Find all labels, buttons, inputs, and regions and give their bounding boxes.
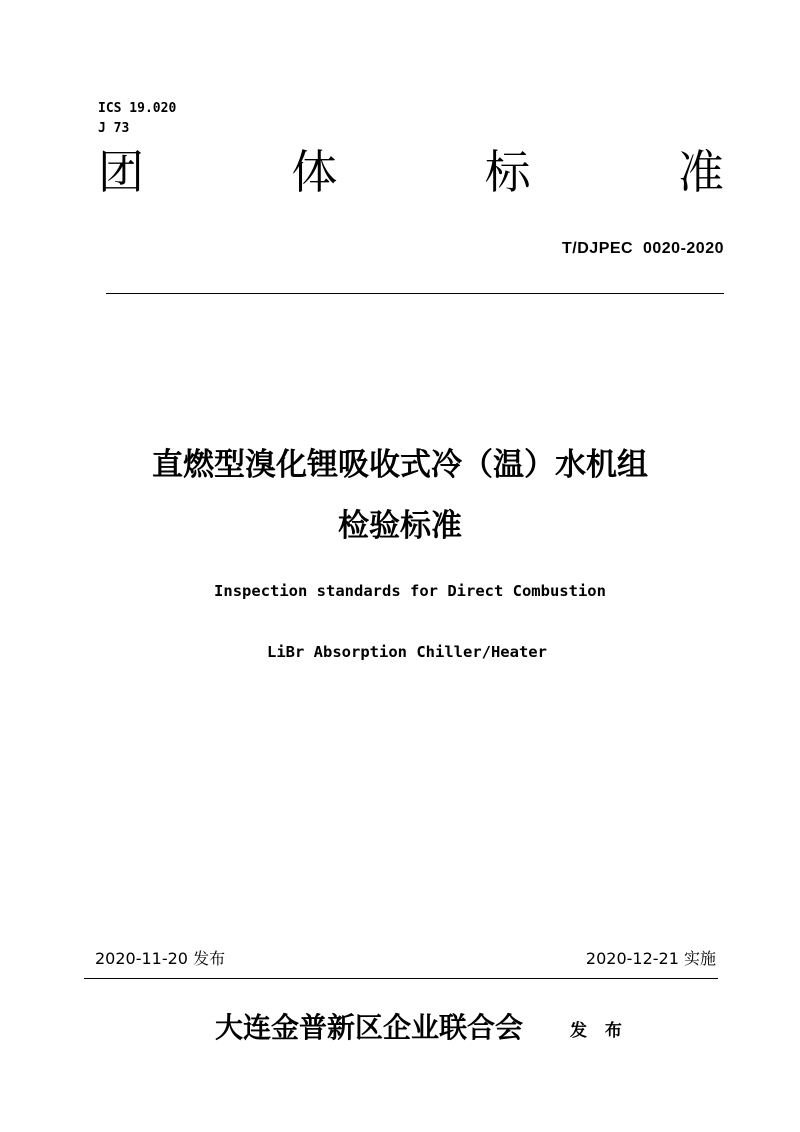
standard-number: T/DJPEC 0020-2020 [562, 240, 724, 257]
publisher-name: 大连金普新区企业联合会 [215, 1011, 524, 1044]
english-title-line-1: Inspection standards for Direct Combustion [214, 582, 606, 600]
top-divider [106, 293, 724, 294]
class-code: J 73 [98, 121, 130, 136]
english-title-line-2: LiBr Absorption Chiller/Heater [267, 643, 547, 661]
heading-char-1: 团 [98, 145, 144, 199]
standard-type-heading [98, 140, 724, 204]
document-title: 直燃型溴化锂吸收式冷（温）水机组 [152, 447, 648, 483]
document-subtitle: 检验标准 [338, 508, 462, 544]
implement-date: 2020-12-21 实施 [585, 949, 716, 968]
ics-code: ICS 19.020 [98, 101, 177, 116]
publisher-suffix: 发 布 [570, 1021, 628, 1041]
heading-char-2: 体 [291, 145, 338, 199]
heading-char-4: 准 [677, 145, 724, 199]
release-date: 2020-11-20 发布 [95, 949, 226, 968]
classification-codes [98, 98, 176, 138]
heading-char-3: 标 [484, 145, 531, 199]
bottom-divider [84, 978, 718, 979]
